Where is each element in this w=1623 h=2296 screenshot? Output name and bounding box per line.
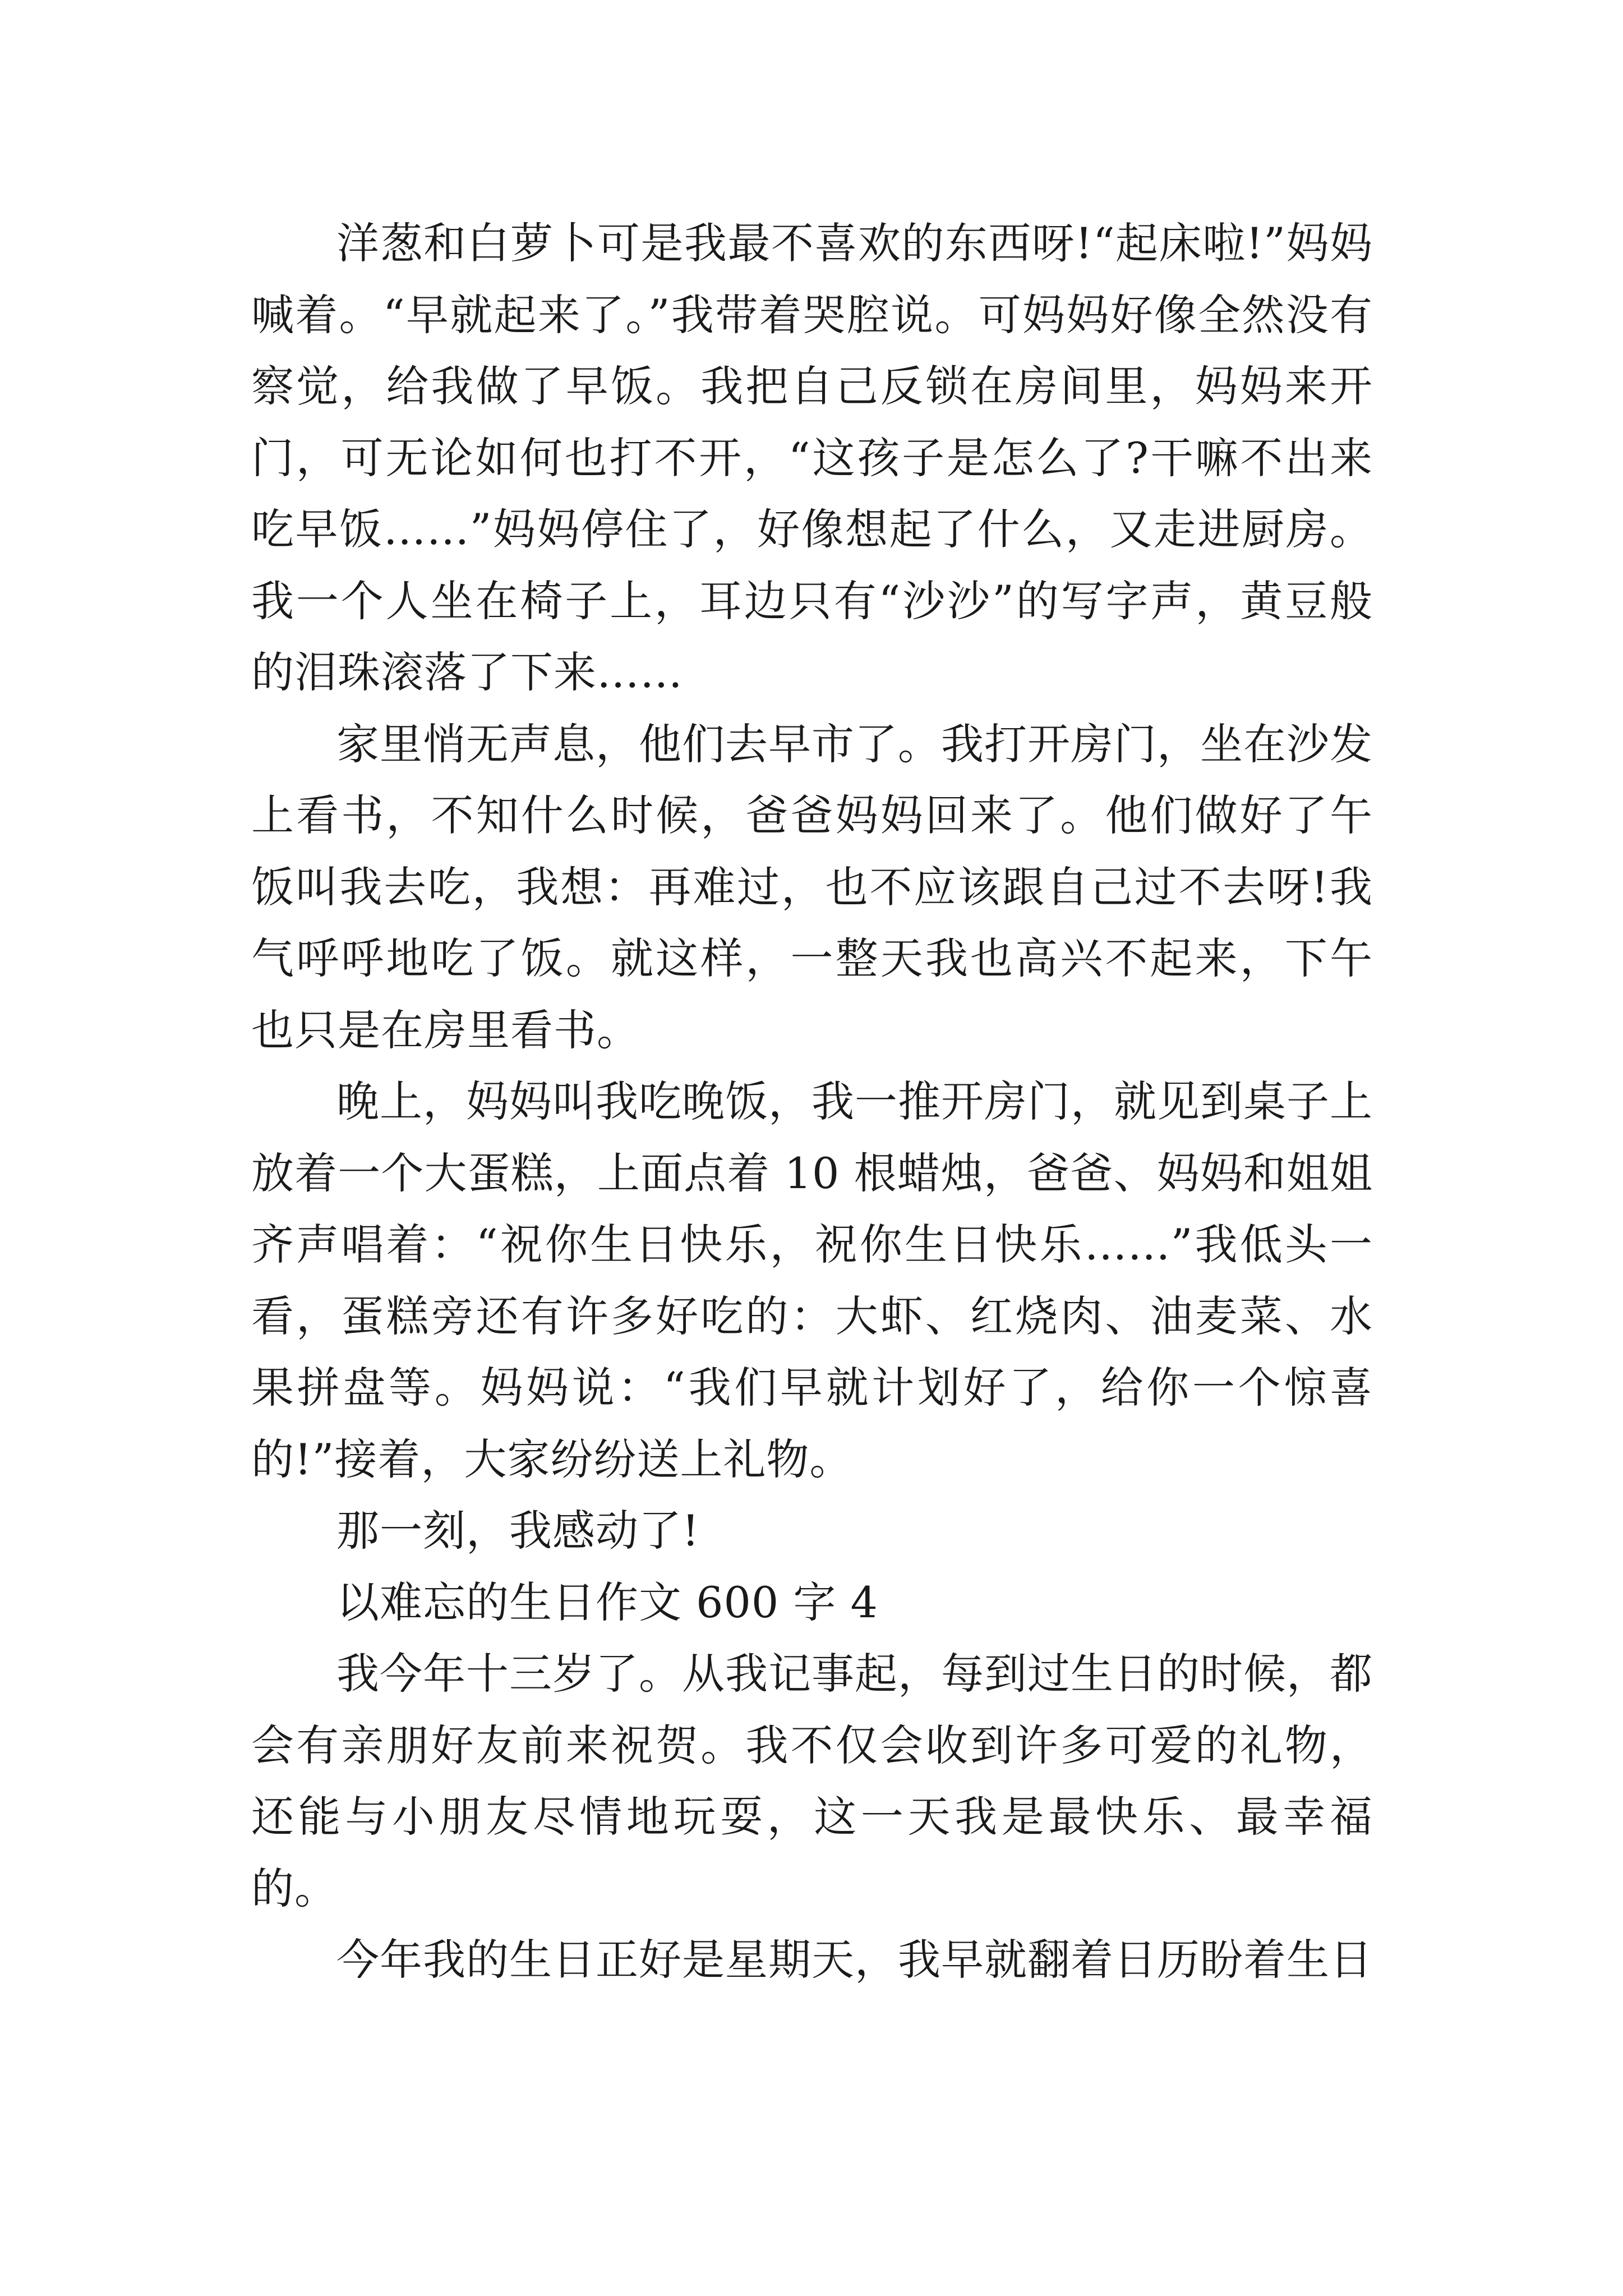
paragraph-1: 洋葱和白萝卜可是我最不喜欢的东西呀!“起床啦!”妈妈喊着。“早就起来了。”我带着哭腔说。可妈妈好像全然没有察觉，给我做了早饭。我把自己反锁在房间里，妈妈来开门，可无论如何也打不开，“这孩子是怎么了?干嘛不出来吃早饭……”妈妈停住了，好像想起了什么，又走进厨房。我一个人坐在椅子上，耳边只有“沙沙”的写字声，黄豆般的泪珠滚落了下来…… [251, 218, 1373, 697]
paragraph-3: 晚上，妈妈叫我吃晚饭，我一推开房门，就见到桌子上放着一个大蛋糕，上面点着 10 根蜡烛，爸爸、妈妈和姐姐齐声唱着：“祝你生日快乐，祝你生日快乐……”我低头一看，蛋糕旁还有许多好吃的：大虾、红烧肉、油麦菜、水果拼盘等。妈妈说：“我们早就计划好了，给你一个惊喜的!”接着，大家纷纷送上礼物。 [251, 1076, 1373, 1484]
document-body [251, 208, 1373, 1996]
section-heading: 以难忘的生日作文 600 字 4 [336, 1577, 878, 1627]
paragraph-5: 我今年十三岁了。从我记事起，每到过生日的时候，都会有亲朋好友前来祝贺。我不仅会收到许多可爱的礼物，还能与小朋友尽情地玩耍，这一天我是最快乐、最幸福的。 [251, 1649, 1373, 1913]
paragraph-4: 那一刻，我感动了! [336, 1506, 700, 1556]
paragraph-6: 今年我的生日正好是星期天，我早就翻着日历盼着生日 [336, 1935, 1373, 1985]
paragraph-2: 家里悄无声息，他们去早市了。我打开房门，坐在沙发上看书，不知什么时候，爸爸妈妈回来了。他们做好了午饭叫我去吃，我想：再难过，也不应该跟自己过不去呀!我气呼呼地吃了饭。就这样，一整天我也高兴不起来，下午也只是在房里看书。 [251, 719, 1373, 1055]
